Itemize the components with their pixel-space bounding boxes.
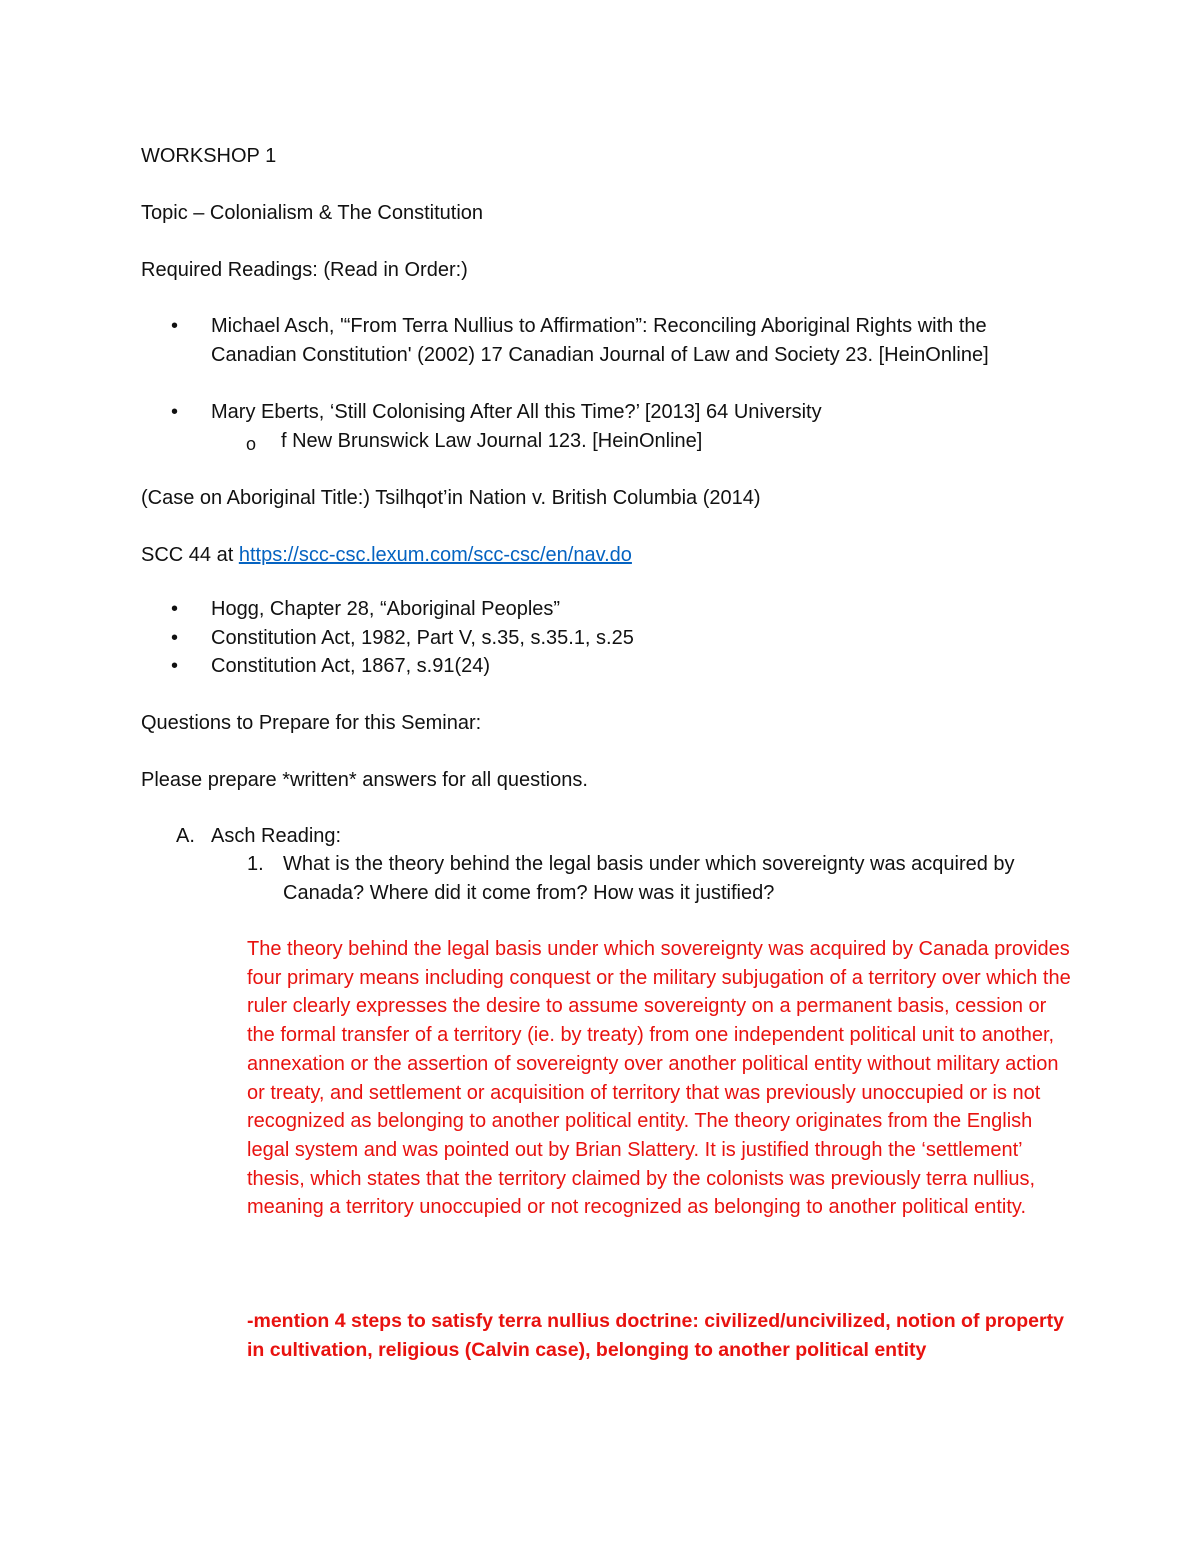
scc-line (141, 541, 632, 570)
questions-heading: Questions to Prepare for this Seminar: (141, 712, 482, 734)
scc-link[interactable]: https://scc-csc.lexum.com/scc-csc/en/nav.do (238, 544, 632, 566)
reading-item: Constitution Act, 1867, s.91(24) (211, 655, 491, 677)
reading-item: Hogg, Chapter 28, “Aboriginal Peoples” (211, 598, 561, 620)
answer-note: -mention 4 steps to satisfy terra nullius doctrine: civilized/uncivilized, notion of property in cultivation, religious (Calvin case), belonging to another political entity (247, 1310, 1064, 1361)
bullet-marker: • (171, 315, 179, 337)
reading-item: Michael Asch, '“From Terra Nullius to Affirmation”: Reconciling Aboriginal Rights with the Canadian Constitution' (2002) 17 Canadian Journal of Law and Society 23. [HeinOnline] (211, 315, 989, 366)
answer-text: The theory behind the legal basis under which sovereignty was acquired by Canada provides four primary means including conquest or the military subjugation of a territory over which the ruler clearly expresses the desire to assume sovereignty on a permanent basis, cession or the formal transfer of a territory (ie. by treaty) from one independent political unit to another, annexation or the assertion of sovereignty over another political entity without military action or treaty, and settlement or acquisition of territory that was previously unoccupied or is not recognized as belonging to another political entity. The theory originates from the English legal system and was pointed out by Brian Slattery. It is justified through the ‘settlement’ thesis, which states that the territory claimed by the colonists was previously terra nullius, meaning a territory unoccupied or not recognized as belonging to another political entity. (247, 938, 1071, 1219)
section-marker: A. (176, 825, 195, 847)
bullet-marker: • (171, 598, 179, 620)
scc-prefix: SCC 44 at (141, 544, 239, 566)
reading-item: Mary Eberts, ‘Still Colonising After All this Time?’ [2013] 64 University (211, 401, 822, 423)
bullet-marker: • (171, 655, 179, 677)
reading-sub-item: f New Brunswick Law Journal 123. [HeinOnline] (281, 430, 703, 452)
workshop-title: WORKSHOP 1 (141, 145, 277, 167)
sub-bullet-marker: o (246, 434, 257, 454)
question-text: What is the theory behind the legal basis under which sovereignty was acquired by Canada? Where did it come from? How was it justified? (283, 853, 1015, 904)
case-line: (Case on Aboriginal Title:) Tsilhqot’in Nation v. British Columbia (2014) (141, 487, 761, 509)
bullet-marker: • (171, 627, 179, 649)
instructions-line: Please prepare *written* answers for all questions. (141, 769, 588, 791)
topic-line: Topic – Colonialism & The Constitution (141, 202, 484, 224)
bullet-marker: • (171, 401, 179, 423)
section-label: Asch Reading: (211, 825, 342, 847)
reading-item: Constitution Act, 1982, Part V, s.35, s.35.1, s.25 (211, 627, 634, 649)
required-readings-heading: Required Readings: (Read in Order:) (141, 259, 468, 281)
question-number: 1. (247, 853, 264, 875)
